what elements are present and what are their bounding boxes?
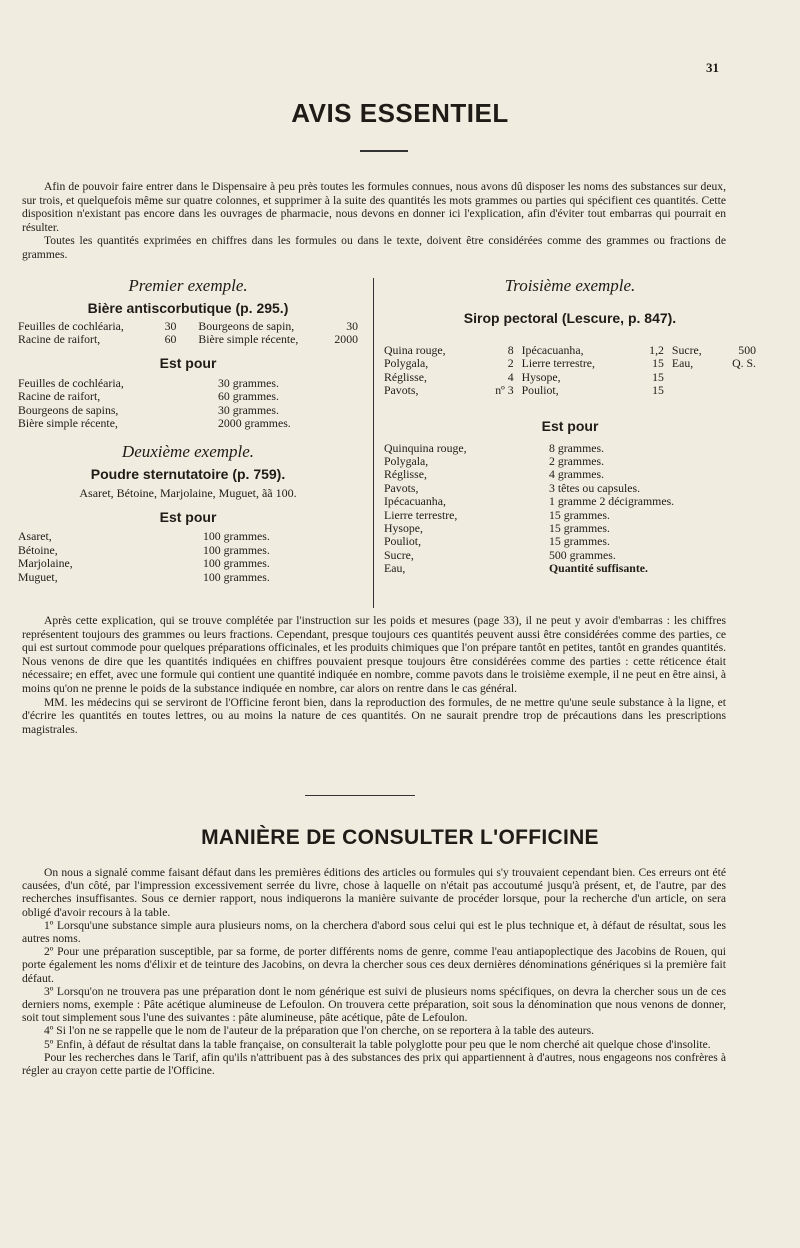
manner-item-5: 5º Enfin, à défaut de résultat dans la table française, on consulterait la table polyglotte pour peu que le nom cherché ait quelque chose d'insolite. <box>44 1037 711 1051</box>
ingredient-name: Feuilles de cochléaria, <box>18 375 124 390</box>
ingredient-qty: 15 grammes. <box>549 521 610 536</box>
example2-title: Poudre sternutatoire (p. 759). <box>90 466 286 483</box>
section-title: MANIÈRE DE CONSULTER L'OFFICINE <box>201 826 599 849</box>
example2-result <box>18 530 270 584</box>
ingredient-name: Hysope, <box>384 521 423 536</box>
ingredient-name: Quina rouge, <box>384 343 446 357</box>
ingredient-name: Eau, <box>671 356 694 371</box>
ingredient-qty: 15 grammes. <box>549 534 610 549</box>
table-row <box>18 571 270 584</box>
ingredient-qty: 15 grammes. <box>549 507 610 522</box>
ingredient-qty: 15 <box>652 383 664 398</box>
table-row <box>384 371 756 384</box>
ingredient-name: Bière simple récente, <box>198 332 299 347</box>
table-row <box>384 357 756 370</box>
example1-heading: Premier exemple. <box>128 276 248 295</box>
table-row <box>384 562 674 575</box>
page-title: AVIS ESSENTIEL <box>291 98 509 128</box>
table-row <box>384 522 674 535</box>
table-row <box>18 377 291 390</box>
manner-item-4: 4º Si l'on ne se rappelle que le nom de l'auteur de la préparation que l'on cherche, on se reportera à la table des auteurs. <box>44 1024 595 1038</box>
ingredient-name: Racine de raifort, <box>18 389 101 404</box>
ingredient-qty: 1 gramme 2 décigrammes. <box>549 494 675 509</box>
ingredient-name: Bétoine, <box>18 542 58 557</box>
table-row <box>18 530 270 543</box>
ingredient-qty: 4 grammes. <box>549 467 605 482</box>
ingredient-qty: 30 <box>346 319 358 333</box>
ingredient-name: Hysope, <box>521 369 561 384</box>
example3-heading: Troisième exemple. <box>504 276 636 295</box>
ingredient-qty: 30 grammes. <box>218 402 279 417</box>
ingredient-name: Asaret, <box>18 529 52 544</box>
ingredient-qty: 60 <box>164 332 177 347</box>
ingredient-name: Racine de raifort, <box>18 332 101 347</box>
table-row <box>384 344 756 357</box>
ingredient-name: Bourgeons de sapins, <box>18 402 119 417</box>
left-column <box>18 276 358 584</box>
ingredient-qty: 60 grammes. <box>218 389 279 404</box>
table-row <box>384 495 674 508</box>
ingredient-name: Pavots, <box>384 480 419 495</box>
page-number: 31 <box>706 60 719 75</box>
example3-formula <box>384 344 756 398</box>
example2-est-pour: Est pour <box>159 509 217 526</box>
manner-text <box>22 866 726 1077</box>
ingredient-name: Muguet, <box>18 569 58 584</box>
ingredient-name: Feuilles de cochléaria, <box>18 319 124 333</box>
ingredient-qty: 100 grammes. <box>203 569 270 584</box>
table-row <box>18 417 291 430</box>
table-row <box>18 390 291 403</box>
title-divider <box>360 150 408 152</box>
ingredient-qty: 100 grammes. <box>203 542 270 557</box>
section-divider <box>305 795 415 796</box>
ingredient-name: Marjolaine, <box>18 556 73 571</box>
ingredient-qty: 100 grammes. <box>203 556 270 571</box>
ingredient-qty: 30 <box>164 319 177 333</box>
example3-title: Sirop pectoral (Lescure, p. 847). <box>463 310 677 326</box>
ingredient-qty: 15 <box>652 369 664 384</box>
ingredient-name: Eau, <box>384 561 406 576</box>
ingredient-name: Lierre terrestre, <box>521 356 595 371</box>
table-row <box>384 482 674 495</box>
table-row <box>384 468 674 481</box>
ingredient-qty: 30 grammes. <box>218 375 279 390</box>
ingredient-qty: Quantité suffisante. <box>549 561 648 576</box>
manner-paragraph-1: On nous a signalé comme faisant défaut dans les premières éditions des articles ou formules qui s'y trouvaient cependant bien. Ces erreurs ont été causées, d'un côté, par l'impression excessivement serrée du livre, chose à laquelle on n'était pas accoutumé jusqu'à présent, et, de l'autre, par des recherches insuffisantes. Sous ce dernier rapport, nous indiquerons la manière suivante de procéder lorsque, pour la recherche d'un article, on sera obligé d'avoir recours à la table. <box>22 866 726 919</box>
ingredient-qty: 1,2 <box>649 343 664 357</box>
ingredient-name: Polygala, <box>384 454 429 469</box>
ingredient-qty: 2 grammes. <box>549 454 605 469</box>
ingredient-name: Pavots, <box>384 383 419 398</box>
ingredient-qty: 4 <box>507 369 514 384</box>
ingredient-name: Ipécacuanha, <box>521 343 584 357</box>
ingredient-name: Réglisse, <box>384 369 427 384</box>
example1-formula <box>18 320 358 347</box>
ingredient-qty: nº 3 <box>495 383 514 398</box>
table-row <box>18 333 358 346</box>
manner-item-3: 3º Lorsqu'on ne trouvera pas une préparation dont le nom générique est suivi de plusieurs noms spécifiques, on devra la chercher sous un de ces derniers noms, exemple : Pâte acétique alumineuse de Lefoulon. On trouvera cette préparation, soit sous la dénomination que nous venons de donner, soit tout simplement sous l'une des suivantes : pâte alumineuse, pâte acétique, pâte de Lefoulon. <box>22 984 726 1025</box>
manner-closing: Pour les recherches dans le Tarif, afin qu'ils n'attribuent pas à des substances des prix qui appartiennent à d'autres, nous engageons nos confrères à régler au crayon cette partie de l'Officine. <box>22 1050 726 1078</box>
manner-item-2: 2º Pour une préparation susceptible, par sa forme, de porter différents noms de genre, comme l'eau antiapoplectique des Jacobins de Rouen, qui porte également les noms d'élixir et de teinture des Jacobins, on devra la chercher sous ces deux dernières dénominations génériques si la première fait défaut. <box>22 945 726 985</box>
ingredient-name: Lierre terrestre, <box>384 507 458 522</box>
ingredient-qty: 3 têtes ou capsules. <box>549 480 641 495</box>
intro-paragraph-2: Toutes les quantités exprimées en chiffres dans les formules ou dans le texte, doivent être considérées comme des grammes ou fractions de grammes. <box>22 234 726 261</box>
ingredient-qty: 15 <box>652 356 664 371</box>
table-row <box>384 384 756 397</box>
table-row <box>384 549 674 562</box>
table-row <box>18 404 291 417</box>
explanation-paragraph-1: Après cette explication, qui se trouve complétée par l'instruction sur les poids et mesures (page 33), il ne peut y avoir d'embarras : les chiffres représentent toujours des grammes ou leurs fractions. Cependant, presque toujours ces quantités peuvent aussi être considérées comme des parties, ce qui est surtout commode pour quelques préparations officinales, et les produits chimiques que l'on prépare tantôt en petites, tantôt en grandes quantités. Nous venons de dire que les quantités indiquées en chiffres pouvaient presque toujours être considérées comme des parties : cette réticence était nécessaire; en effet, avec une formule qui contient une quantité indiquée en nombre, comme pavots dans le troisième exemple, il ne peut en être ainsi, à moins qu'on ne prenne le poids de la substance indiquée en nombre, car alors on rentre dans le cas général. <box>22 614 726 695</box>
ingredient-name: Sucre, <box>671 343 702 357</box>
intro-text <box>22 180 726 262</box>
ingredient-qty: 500 <box>738 343 756 357</box>
manner-item-1: 1º Lorsqu'une substance simple aura plusieurs noms, on la cherchera d'abord sous celui qui est le plus technique et, à défaut de résultat, sous les autres noms. <box>22 918 726 946</box>
explanation-paragraph-2: MM. les médecins qui se serviront de l'Officine feront bien, dans la reproduction des formules, de ne mettre qu'une seule substance à la ligne, et d'écrire les quantités en toutes lettres, ou au moins la nature de ces quantités. On ne saurait prendre trop de précautions dans les prescriptions magistrales. <box>22 695 726 736</box>
column-divider <box>373 278 374 608</box>
ingredient-name: Pouliot, <box>521 383 559 398</box>
ingredient-name: Bière simple récente, <box>18 416 118 431</box>
example1-result <box>18 377 291 431</box>
explanation-text <box>22 614 726 736</box>
ingredient-qty: 2 <box>507 356 514 371</box>
ingredient-name: Bourgeons de sapin, <box>198 319 295 333</box>
ingredient-qty: 100 grammes. <box>203 529 270 544</box>
ingredient-qty: 500 grammes. <box>549 547 616 562</box>
ingredient-name: Ipécacuanha, <box>384 494 446 509</box>
ingredient-name: Pouliot, <box>384 534 422 549</box>
ingredient-name: Sucre, <box>384 547 414 562</box>
table-row <box>18 320 358 333</box>
example3-est-pour: Est pour <box>541 417 599 434</box>
ingredient-qty: Q. S. <box>732 356 756 371</box>
ingredient-qty: 2000 grammes. <box>218 416 291 431</box>
ingredient-qty: 8 <box>507 343 514 357</box>
table-row <box>384 442 674 455</box>
example2-heading: Deuxième exemple. <box>121 442 255 462</box>
table-row <box>18 544 270 557</box>
table-row <box>384 535 674 548</box>
table-row <box>384 455 674 468</box>
example1-est-pour: Est pour <box>159 354 217 371</box>
intro-paragraph-1: Afin de pouvoir faire entrer dans le Dispensaire à peu près toutes les formules connues, nous avons dû disposer les noms des substances sur deux, sur trois, et quelquefois même sur quatre colonnes, et supprimer à la suite des quantités les mots grammes ou parties qui spécifient ces quantités. Cette disposition n'existant pas encore dans les ouvrages de pharmacie, nous devons en donner ici l'explication, afin d'éviter tout embarras qui pourrait en résulter. <box>22 180 726 234</box>
ingredient-name: Polygala, <box>384 356 429 371</box>
example1-title: Bière antiscorbutique (p. 295.) <box>87 300 289 316</box>
right-column <box>384 276 756 576</box>
table-row <box>18 557 270 570</box>
example2-line: Asaret, Bétoine, Marjolaine, Muguet, ãã 100. <box>79 486 297 501</box>
ingredient-qty: 2000 <box>334 332 358 347</box>
example3-result <box>384 442 674 576</box>
ingredient-name: Quinquina rouge, <box>384 440 467 455</box>
ingredient-qty: 8 grammes. <box>549 440 605 455</box>
ingredient-name: Réglisse, <box>384 467 427 482</box>
table-row <box>384 509 674 522</box>
